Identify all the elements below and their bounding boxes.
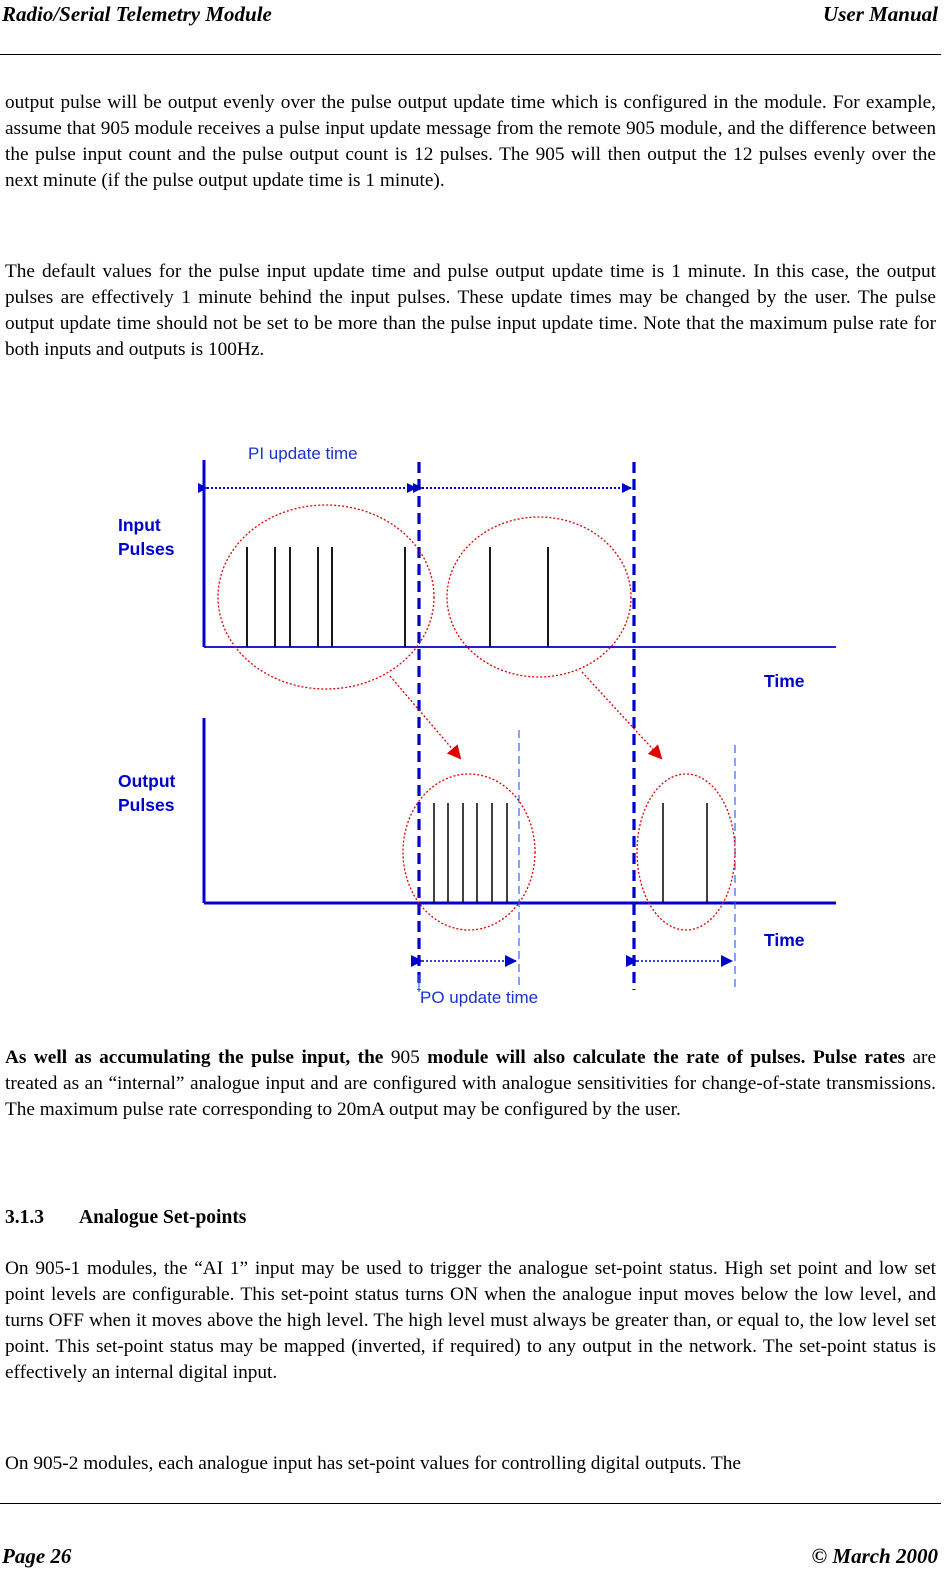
header-title: Radio/Serial Telemetry Module — [2, 2, 272, 26]
rate-rest: are treated as an “internal” analogue input and are configured with analogue sensitivities for change-of-state transmissions. The maximum pulse rate corresponding to 20mA output may be configured by the user. — [5, 1047, 937, 1120]
rate-bold-2: module will also calculate the rate of pulses. Pulse rates — [427, 1047, 906, 1068]
input-group-ellipse-2 — [447, 517, 631, 677]
header-divider — [0, 54, 941, 55]
transfer-arrow-1 — [390, 676, 460, 758]
footer-divider — [0, 1503, 941, 1504]
paragraph-pulse-rate — [5, 1045, 936, 1123]
time-label-top: Time — [764, 671, 805, 691]
output-group-ellipse-2 — [637, 774, 735, 930]
footer-date: © March 2000 — [811, 1544, 938, 1568]
input-pulses-label-line1: Input — [118, 515, 161, 535]
input-pulses-label-line2: Pulses — [118, 539, 175, 559]
section-heading — [5, 1207, 246, 1229]
paragraph-default-values: The default values for the pulse input update time and pulse output update time is 1 minute. In this case, the output pulses are effectively 1 minute behind the input pulses. These update times may be changed by the user. The pulse output update time should not be set to be more than the pulse input update time. Note that the maximum pulse rate for both inputs and outputs is 100Hz. — [5, 261, 936, 360]
po-update-time-label: PO update time — [420, 988, 539, 1007]
output-pulses-label-line1: Output — [118, 771, 176, 791]
pi-update-time-label: PI update time — [248, 444, 358, 463]
footer-page-number: Page 26 — [2, 1544, 72, 1568]
input-pulses — [247, 547, 548, 647]
output-pulses-label-line2: Pulses — [118, 795, 175, 815]
rate-module-905: 905 — [383, 1047, 428, 1068]
input-group-ellipse-1 — [218, 505, 434, 689]
paragraph-905-2-setpoints: On 905-2 modules, each analogue input has set-point values for controlling digital outputs. The — [5, 1453, 741, 1474]
pulse-timing-diagram — [0, 420, 948, 1040]
transfer-arrow-2 — [582, 672, 661, 758]
rate-bold-1: As well as accumulating the pulse input, the — [5, 1047, 384, 1068]
time-label-bottom: Time — [764, 930, 805, 950]
paragraph-pulse-output: output pulse will be output evenly over the pulse output update time which is configured in the module. For example, assume that 905 module receives a pulse input update message from the remote 905 module, and the difference between the pulse input count and the pulse output count is 12 pulses. The 905 will then output the 12 pulses evenly over the next minute (if the pulse output update time is 1 minute). — [5, 92, 936, 191]
section-number: 3.1.3 — [5, 1207, 44, 1228]
section-title: Analogue Set-points — [79, 1207, 247, 1228]
output-pulses — [434, 803, 707, 903]
output-group-ellipse-1 — [403, 774, 535, 930]
header-manual-label: User Manual — [823, 2, 938, 26]
paragraph-905-1-setpoints: On 905-1 modules, the “AI 1” input may be used to trigger the analogue set-point status. High set point and low set point levels are configurable. This set-point status turns ON when the analogue input moves below the low level, and turns OFF when it moves above the high level. The high level must always be greater than, or equal to, the low level set point. This set-point status may be mapped (inverted, if required) to any output in the network. The set-point status is effectively an internal digital input. — [5, 1258, 936, 1383]
